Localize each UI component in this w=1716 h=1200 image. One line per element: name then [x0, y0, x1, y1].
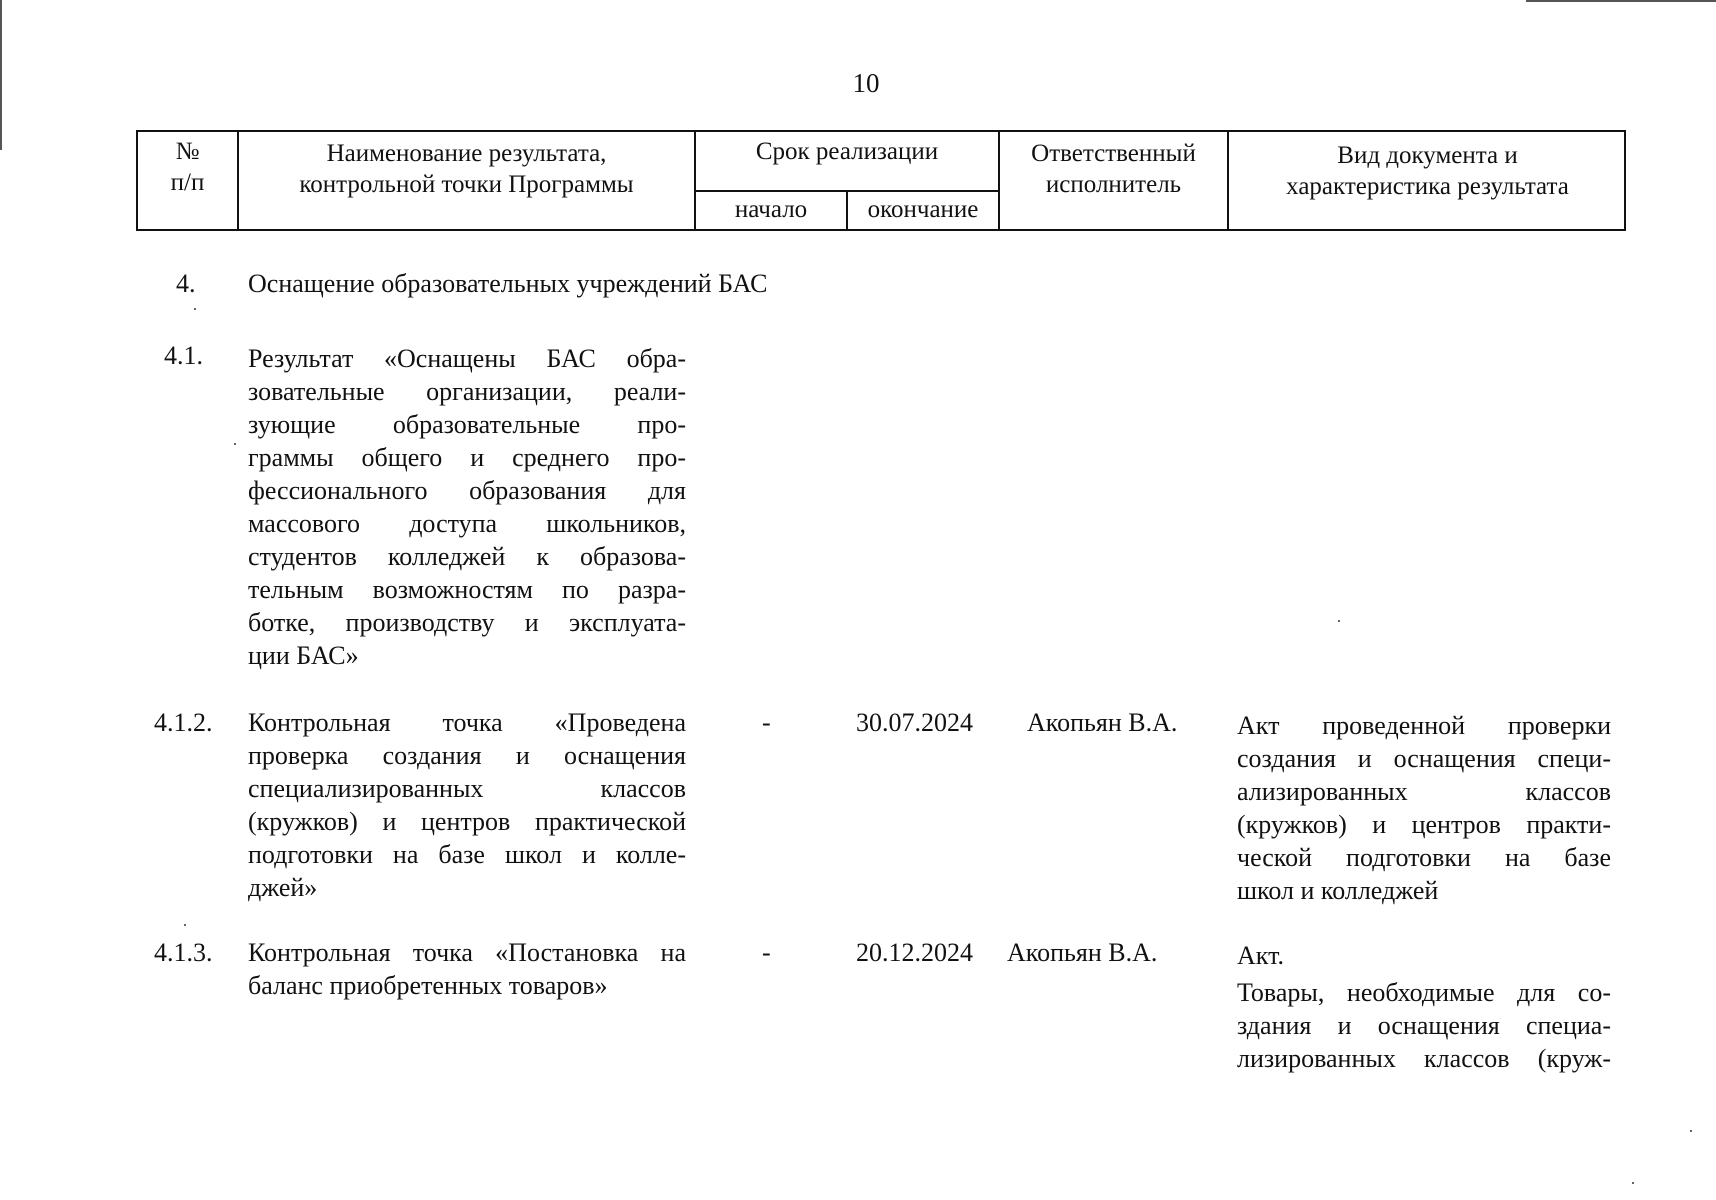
row-number: 4.1.: [164, 341, 203, 370]
row-document: Акт. Товары, необходимые для со- здания и оснащения специа- лизированных классов (круж-: [1237, 941, 1611, 1073]
row-start: -: [762, 938, 771, 967]
section-number: 4.: [176, 269, 196, 298]
row-end: 20.12.2024: [856, 938, 973, 967]
header-col-number: № п/п: [170, 138, 205, 196]
scan-speck: [1690, 1130, 1692, 1132]
row-name: Контрольная точка «Проведена проверка создания и оснащения специализированных классов (кружков) и центров практической подготовки на базе школ и колле- джей»: [248, 708, 686, 902]
header-table: [136, 130, 1626, 231]
page-number: 10: [852, 68, 880, 98]
scan-edge-top: [1526, 0, 1716, 2]
header-col-start: начало: [734, 196, 808, 223]
scan-speck: [1338, 620, 1340, 622]
row-responsible: Акопьян В.А.: [1007, 938, 1158, 967]
row-name: Результат «Оснащены БАС обра- зовательные организации, реали- зующие образовательные про- граммы общего и среднего про- фессионального образования для массового доступа школьников, студентов колледжей к образова- тельным возможностям по разра- ботке, производству и эксплуата- ции БАС»: [248, 344, 686, 670]
header-col-document: Вид документа и характеристика результата: [1286, 142, 1569, 200]
row-name: Контрольная точка «Постановка на баланс приобретенных товаров»: [248, 938, 686, 1000]
header-col-name: Наименование результата, контрольной точки Программы: [299, 140, 634, 198]
row-end: 30.07.2024: [856, 708, 973, 737]
scan-speck: [1632, 1182, 1634, 1184]
header-col-responsible: Ответственный исполнитель: [1031, 140, 1196, 198]
row-number: 4.1.2.: [154, 708, 213, 737]
scan-speck: [234, 443, 236, 445]
header-col-period: Срок реализации: [755, 138, 939, 165]
scan-speck: [184, 924, 186, 926]
row-responsible: Акопьян В.А.: [1027, 708, 1178, 737]
scan-edge-left: [0, 0, 2, 150]
row-start: -: [762, 708, 771, 737]
row-number: 4.1.3.: [154, 938, 213, 967]
scan-speck: [194, 308, 196, 310]
header-col-end: окончание: [867, 196, 979, 223]
row-document: Акт проведенной проверки создания и оснащения специ- ализированных классов (кружков) и центров практи- ческой подготовки на базе школ и колледжей: [1237, 711, 1611, 905]
section-title: Оснащение образовательных учреждений БАС: [248, 269, 768, 298]
